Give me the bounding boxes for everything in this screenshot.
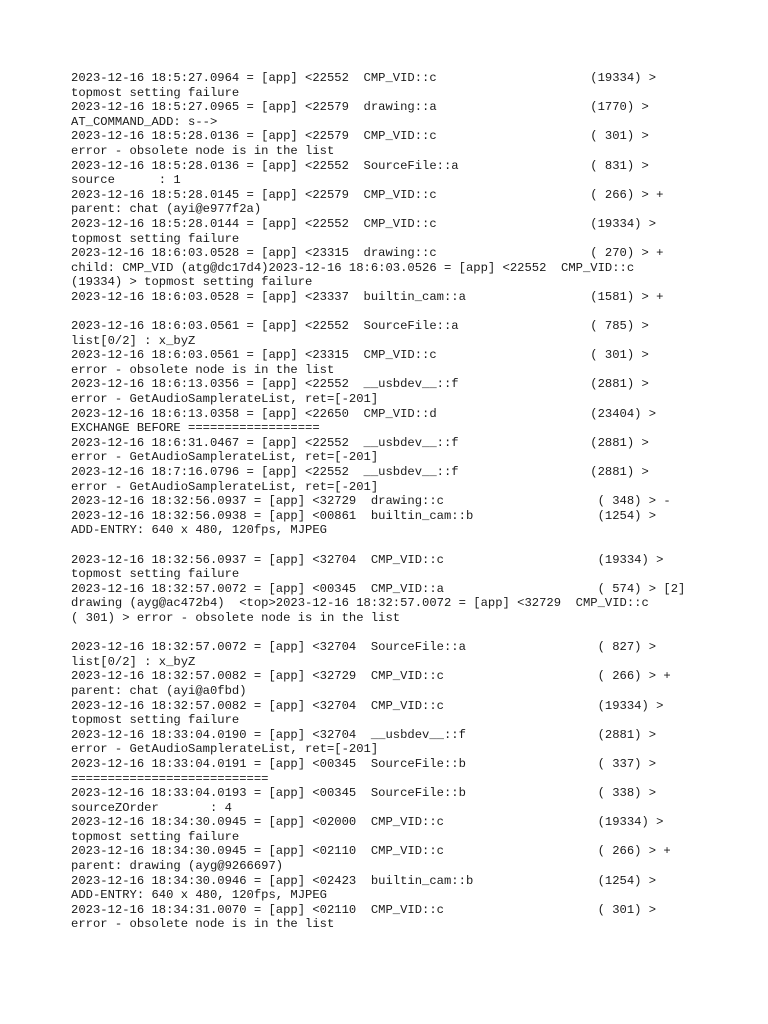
log-line: 2023-12-16 18:34:30.0945 = [app] <02000 CMP_VID::c (19334) > (71, 815, 664, 830)
log-line: error - GetAudioSamplerateList, ret=[-201] (71, 479, 379, 494)
log-line: 2023-12-16 18:6:13.0358 = [app] <22650 CMP_VID::d (23404) > (71, 406, 657, 421)
log-line: 2023-12-16 18:32:56.0938 = [app] <00861 builtin_cam::b (1254) > (71, 508, 657, 523)
log-line: topmost setting failure (71, 231, 240, 246)
log-line: list[0/2] : x_byZ (71, 333, 196, 348)
log-line: 2023-12-16 18:6:03.0561 = [app] <22552 SourceFile::a ( 785) > (71, 319, 649, 334)
log-line: ADD-ENTRY: 640 x 480, 120fps, MJPEG (71, 523, 327, 538)
log-line: topmost setting failure (71, 713, 240, 728)
log-line: error - GetAudioSamplerateList, ret=[-201] (71, 392, 379, 407)
log-line: error - GetAudioSamplerateList, ret=[-201] (71, 450, 379, 465)
log-line: parent: chat (ayi@e977f2a) (71, 202, 262, 217)
log-line: drawing (ayg@ac472b4) <top>2023-12-16 18:32:57.0072 = [app] <32729 CMP_VID::c (71, 596, 649, 611)
log-line: ( 301) > error - obsolete node is in the list (71, 610, 401, 625)
log-line: 2023-12-16 18:7:16.0796 = [app] <22552 __usbdev__::f (2881) > (71, 465, 649, 480)
log-line: 2023-12-16 18:32:57.0072 = [app] <32704 SourceFile::a ( 827) > (71, 640, 657, 655)
log-line: topmost setting failure (71, 829, 240, 844)
log-line: parent: drawing (ayg@9266697) (71, 859, 284, 874)
log-line: EXCHANGE BEFORE ================== (71, 421, 320, 436)
log-line: 2023-12-16 18:33:04.0193 = [app] <00345 SourceFile::b ( 338) > (71, 786, 657, 801)
log-line: 2023-12-16 18:5:27.0964 = [app] <22552 CMP_VID::c (19334) > (71, 71, 657, 85)
log-line: topmost setting failure (71, 567, 240, 582)
log-line: =========================== (71, 771, 269, 786)
log-line: error - GetAudioSamplerateList, ret=[-201] (71, 742, 379, 757)
log-line (71, 305, 761, 320)
log-line: topmost setting failure (71, 85, 240, 100)
log-line: 2023-12-16 18:5:28.0136 = [app] <22579 CMP_VID::c ( 301) > (71, 129, 649, 144)
log-line: 2023-12-16 18:34:31.0070 = [app] <02110 CMP_VID::c ( 301) > (71, 902, 657, 917)
log-line: 2023-12-16 18:34:30.0945 = [app] <02110 CMP_VID::c ( 266) > + (71, 844, 671, 859)
log-line: 2023-12-16 18:32:56.0937 = [app] <32729 drawing::c ( 348) > - (71, 494, 671, 509)
log-line: parent: chat (ayi@a0fbd) (71, 683, 247, 698)
log-line: 2023-12-16 18:6:13.0356 = [app] <22552 __usbdev__::f (2881) > (71, 377, 649, 392)
log-line: 2023-12-16 18:5:28.0145 = [app] <22579 CMP_VID::c ( 266) > + (71, 187, 664, 202)
log-line (71, 538, 761, 553)
log-line: 2023-12-16 18:5:28.0144 = [app] <22552 CMP_VID::c (19334) > (71, 216, 657, 231)
log-line: (19334) > topmost setting failure (71, 275, 313, 290)
log-line: 2023-12-16 18:32:57.0082 = [app] <32704 CMP_VID::c (19334) > (71, 698, 664, 713)
log-line: AT_COMMAND_ADD: s--> (71, 114, 218, 129)
log-line (71, 626, 761, 641)
log-line: 2023-12-16 18:33:04.0191 = [app] <00345 SourceFile::b ( 337) > (71, 756, 657, 771)
log-line: ADD-ENTRY: 640 x 480, 120fps, MJPEG (71, 888, 327, 903)
log-line: 2023-12-16 18:6:03.0528 = [app] <23337 builtin_cam::a (1581) > + (71, 289, 664, 304)
log-line: 2023-12-16 18:5:27.0965 = [app] <22579 drawing::a (1770) > (71, 100, 649, 115)
log-line: child: CMP_VID (atg@dc17d4)2023-12-16 18:6:03.0526 = [app] <22552 CMP_VID::c (71, 260, 635, 275)
log-document (71, 71, 761, 932)
log-line: 2023-12-16 18:34:30.0946 = [app] <02423 builtin_cam::b (1254) > (71, 873, 657, 888)
log-line: list[0/2] : x_byZ (71, 654, 196, 669)
log-line: error - obsolete node is in the list (71, 917, 335, 932)
log-line: 2023-12-16 18:6:03.0528 = [app] <23315 drawing::c ( 270) > + (71, 246, 664, 261)
log-line: 2023-12-16 18:6:03.0561 = [app] <23315 CMP_VID::c ( 301) > (71, 348, 649, 363)
log-line: source : 1 (71, 173, 181, 188)
log-line: 2023-12-16 18:6:31.0467 = [app] <22552 __usbdev__::f (2881) > (71, 435, 649, 450)
log-line: error - obsolete node is in the list (71, 143, 335, 158)
log-line: 2023-12-16 18:5:28.0136 = [app] <22552 SourceFile::a ( 831) > (71, 158, 649, 173)
log-line: 2023-12-16 18:32:57.0072 = [app] <00345 CMP_VID::a ( 574) > [2] (71, 581, 686, 596)
log-line: 2023-12-16 18:33:04.0190 = [app] <32704 __usbdev__::f (2881) > (71, 727, 657, 742)
log-line: error - obsolete node is in the list (71, 362, 335, 377)
log-line: 2023-12-16 18:32:57.0082 = [app] <32729 CMP_VID::c ( 266) > + (71, 669, 671, 684)
log-line: 2023-12-16 18:32:56.0937 = [app] <32704 CMP_VID::c (19334) > (71, 552, 664, 567)
log-line: sourceZOrder : 4 (71, 800, 232, 815)
